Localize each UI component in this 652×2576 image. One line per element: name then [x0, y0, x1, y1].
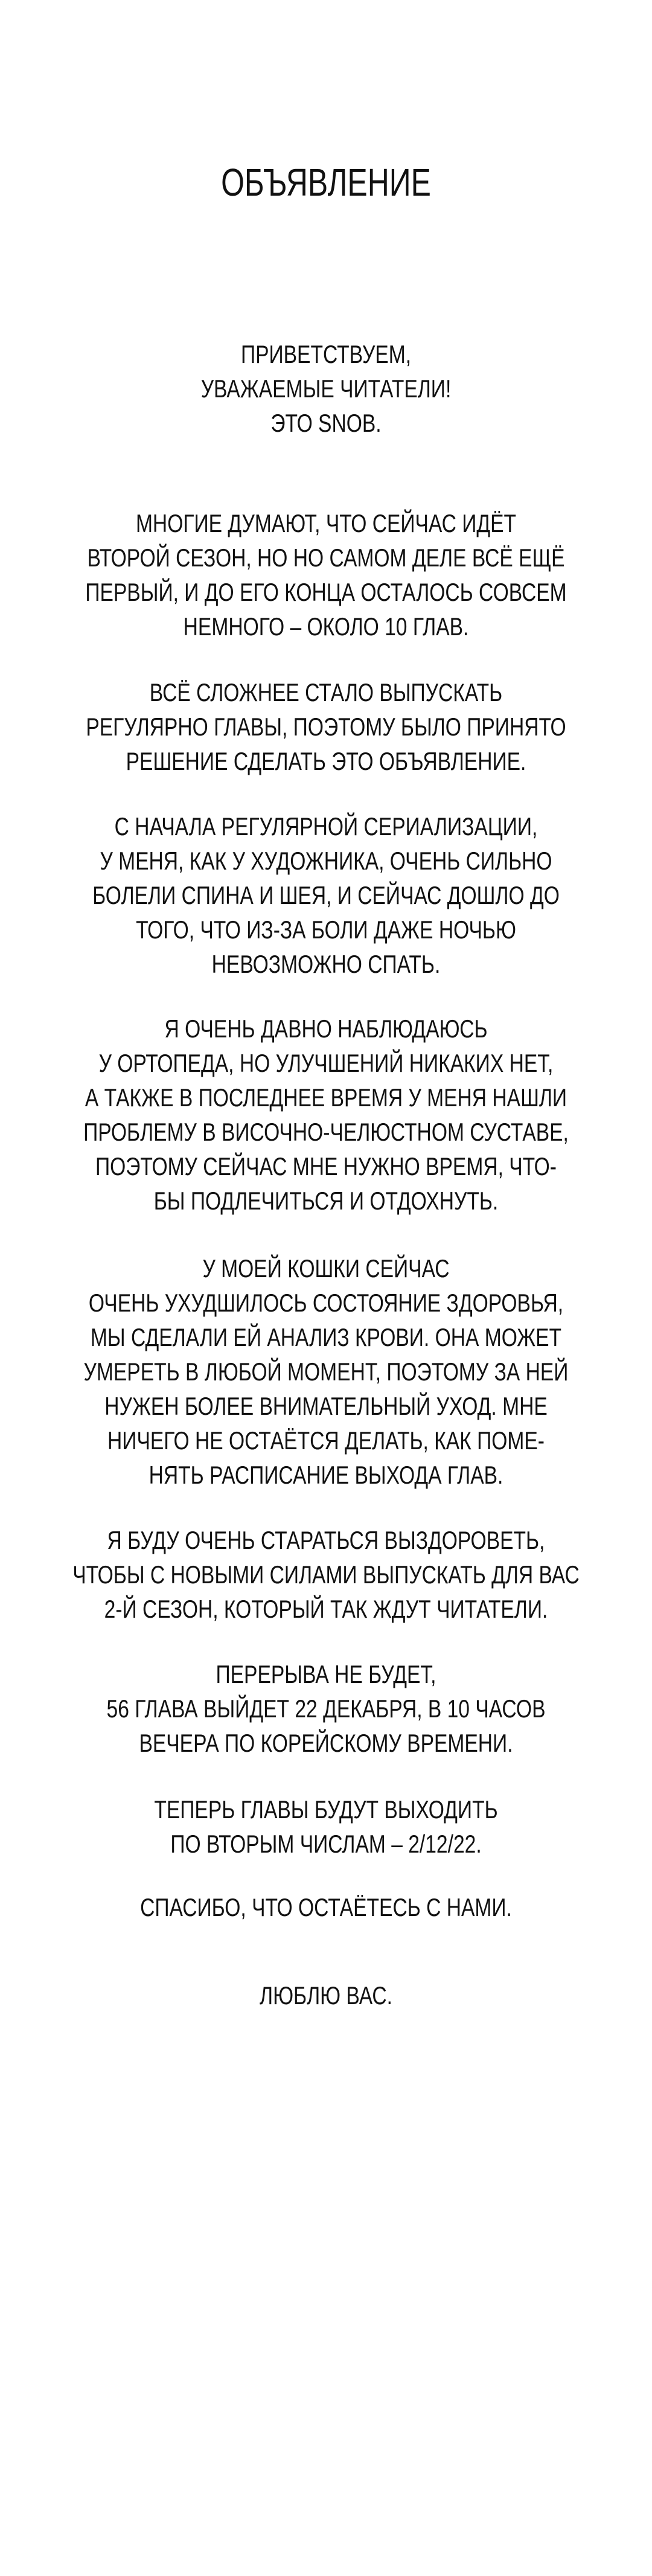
paragraph-line: ТЕПЕРЬ ГЛАВЫ БУДУТ ВЫХОДИТЬ: [154, 1795, 498, 1824]
paragraph-line: Я БУДУ ОЧЕНЬ СТАРАТЬСЯ ВЫЗДОРОВЕТЬ,: [107, 1526, 545, 1554]
thanks-paragraph: [65, 1890, 587, 1924]
paragraph-line: НЕВОЗМОЖНО СПАТЬ.: [211, 950, 441, 978]
cat-paragraph: [65, 1251, 587, 1492]
paragraph-line: ЛЮБЛЮ ВАС.: [260, 1981, 392, 2010]
paragraph-line: Я ОЧЕНЬ ДАВНО НАБЛЮДАЮСЬ: [164, 1014, 488, 1043]
paragraph-line: БЫ ПОДЛЕЧИТЬСЯ И ОТДОХНУТЬ.: [153, 1187, 499, 1215]
recovery-paragraph: [65, 1523, 587, 1626]
paragraph-line: СПАСИБО, ЧТО ОСТАЁТЕСЬ С НАМИ.: [140, 1893, 512, 1921]
paragraph-line: ОЧЕНЬ УХУДШИЛОСЬ СОСТОЯНИЕ ЗДОРОВЬЯ,: [88, 1289, 564, 1317]
paragraph-line: ПЕРЕРЫВА НЕ БУДЕТ,: [216, 1660, 436, 1688]
paragraph-line: НИЧЕГО НЕ ОСТАЁТСЯ ДЕЛАТЬ, КАК ПОМЕ-: [107, 1426, 545, 1455]
paragraph-line: УМЕРЕТЬ В ЛЮБОЙ МОМЕНТ, ПОЭТОМУ ЗА НЕЙ: [83, 1357, 569, 1386]
paragraph-line: ЭТО SNOB.: [270, 409, 382, 437]
paragraph-line: НУЖЕН БОЛЕЕ ВНИМАТЕЛЬНЫЙ УХОД. МНЕ: [104, 1392, 548, 1420]
paragraph-line: ПО ВТОРЫМ ЧИСЛАМ – 2/12/22.: [170, 1830, 482, 1858]
paragraph-line: НЯТЬ РАСПИСАНИЕ ВЫХОДА ГЛАВ.: [149, 1461, 503, 1489]
health-paragraph: [65, 809, 587, 981]
paragraph-line: ВТОРОЙ СЕЗОН, НО НО САМОМ ДЕЛЕ ВСЁ ЕЩЁ: [87, 543, 565, 572]
paragraph-line: У МОЕЙ КОШКИ СЕЙЧАС: [202, 1254, 450, 1283]
new-schedule-paragraph: [65, 1792, 587, 1861]
treatment-paragraph: [65, 1011, 587, 1218]
schedule-difficulty-paragraph: [65, 675, 587, 778]
paragraph-line: МНОГИЕ ДУМАЮТ, ЧТО СЕЙЧАС ИДЁТ: [135, 509, 517, 537]
paragraph-line: ТОГО, ЧТО ИЗ-ЗА БОЛИ ДАЖЕ НОЧЬЮ: [136, 915, 516, 944]
paragraph-line: МЫ СДЕЛАЛИ ЕЙ АНАЛИЗ КРОВИ. ОНА МОЖЕТ: [90, 1323, 562, 1351]
paragraph-line: РЕШЕНИЕ СДЕЛАТЬ ЭТО ОБЪЯВЛЕНИЕ.: [126, 747, 526, 775]
announcement-title: ОБЪЯВЛЕНИЕ: [221, 161, 431, 204]
next-chapter-paragraph: [65, 1657, 587, 1760]
paragraph-line: ПЕРВЫЙ, И ДО ЕГО КОНЦА ОСТАЛОСЬ СОВСЕМ: [85, 578, 567, 606]
paragraph-line: У МЕНЯ, КАК У ХУДОЖНИКА, ОЧЕНЬ СИЛЬНО: [100, 847, 552, 875]
paragraph-line: ЧТОБЫ С НОВЫМИ СИЛАМИ ВЫПУСКАТЬ ДЛЯ ВАС: [72, 1560, 580, 1589]
paragraph-line: ВЕЧЕРА ПО КОРЕЙСКОМУ ВРЕМЕНИ.: [139, 1729, 513, 1757]
paragraph-line: С НАЧАЛА РЕГУЛЯРНОЙ СЕРИАЛИЗАЦИИ,: [114, 812, 538, 841]
paragraph-line: НЕМНОГО – ОКОЛО 10 ГЛАВ.: [183, 612, 469, 641]
paragraph-line: ПРИВЕТСТВУЕМ,: [240, 340, 412, 368]
paragraph-line: БОЛЕЛИ СПИНА И ШЕЯ, И СЕЙЧАС ДОШЛО ДО: [92, 881, 560, 909]
paragraph-line: ПОЭТОМУ СЕЙЧАС МНЕ НУЖНО ВРЕМЯ, ЧТО-: [95, 1152, 557, 1181]
paragraph-line: 56 ГЛАВА ВЫЙДЕТ 22 ДЕКАБРЯ, В 10 ЧАСОВ: [106, 1694, 546, 1723]
paragraph-line: УВАЖАЕМЫЕ ЧИТАТЕЛИ!: [200, 374, 452, 403]
greeting-paragraph: [65, 337, 587, 440]
paragraph-line: У ОРТОПЕДА, НО УЛУЧШЕНИЙ НИКАКИХ НЕТ,: [98, 1049, 554, 1077]
paragraph-line: 2-Й СЕЗОН, КОТОРЫЙ ТАК ЖДУТ ЧИТАТЕЛИ.: [104, 1595, 548, 1623]
paragraph-line: ПРОБЛЕМУ В ВИСОЧНО-ЧЕЛЮСТНОМ СУСТАВЕ,: [83, 1118, 569, 1146]
paragraph-line: РЕГУЛЯРНО ГЛАВЫ, ПОЭТОМУ БЫЛО ПРИНЯТО: [86, 713, 566, 741]
paragraph-line: ВСЁ СЛОЖНЕЕ СТАЛО ВЫПУСКАТЬ: [149, 678, 503, 706]
paragraph-line: А ТАКЖЕ В ПОСЛЕДНЕЕ ВРЕМЯ У МЕНЯ НАШЛИ: [85, 1083, 567, 1112]
season-paragraph: [65, 506, 587, 644]
love-paragraph: [65, 1978, 587, 2013]
